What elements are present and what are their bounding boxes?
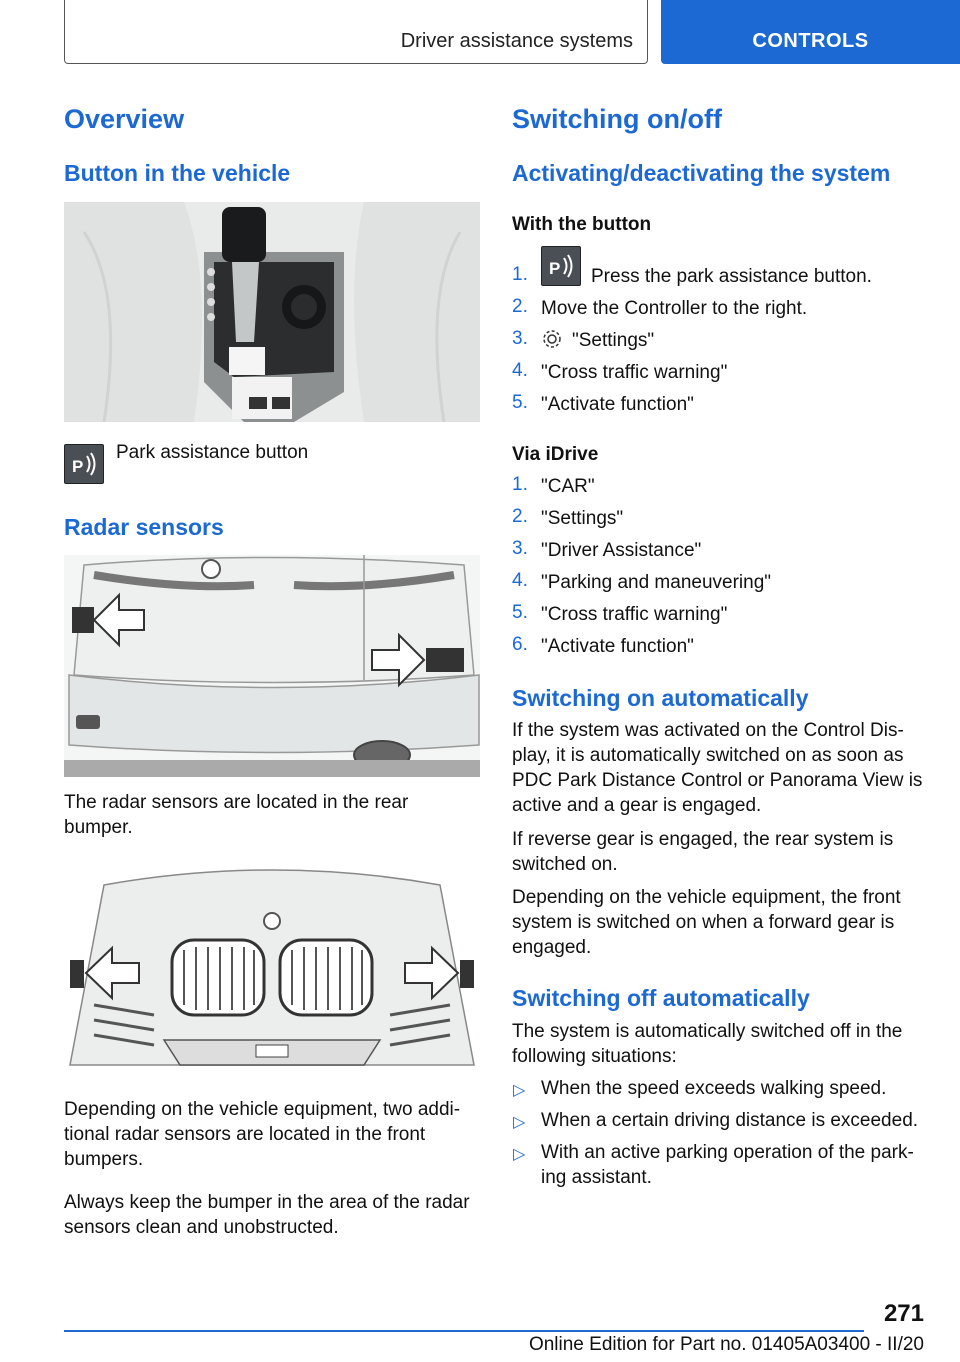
gear-icon <box>541 328 563 355</box>
step-number: 3. <box>512 328 528 349</box>
step-number: 2. <box>512 506 528 527</box>
center-console-image <box>64 202 480 422</box>
step-text: "Activate function" <box>541 394 694 415</box>
svg-text:P: P <box>72 457 84 476</box>
step-text: "Cross traffic warning" <box>541 604 728 625</box>
step-number: 4. <box>512 360 528 381</box>
switching-on-text-3: Depending on the vehicle equipment, the front system is switched on when a forward gear is engaged. <box>512 887 901 958</box>
step-number: 5. <box>512 392 528 413</box>
step-number: 3. <box>512 538 528 559</box>
step-text: "Settings" <box>572 330 655 351</box>
edition-text: Online Edition for Part no. 01405A03400 - II/20 <box>528 1334 924 1355</box>
bullet-triangle-icon: ▷ <box>513 1114 526 1131</box>
switching-off-auto-heading: Switching off automatically <box>512 985 810 1011</box>
step-number: 1. <box>512 474 528 495</box>
with-button-label: With the button <box>512 214 652 235</box>
step-text: Press the park assistance button. <box>591 266 872 287</box>
header-section-box <box>64 0 648 64</box>
step-number: 2. <box>512 296 528 317</box>
switching-on-text-2: If reverse gear is engaged, the rear system is switched on. <box>512 829 894 875</box>
step-number: 6. <box>512 634 528 655</box>
header-chapter-label: CONTROLS <box>752 30 869 52</box>
step-text: "Activate function" <box>541 636 694 657</box>
step-text: "Parking and maneuvering" <box>541 572 772 593</box>
radar-sensors-heading: Radar sensors <box>64 514 224 540</box>
step-number: 1. <box>512 264 528 285</box>
list-item: When a certain driving distance is exceeded. <box>541 1110 919 1131</box>
switching-on-auto-heading: Switching on automatically <box>512 685 809 711</box>
overview-heading: Overview <box>64 104 185 134</box>
park-assistance-caption: Park assistance button <box>116 442 309 463</box>
button-in-vehicle-heading: Button in the vehicle <box>64 160 291 186</box>
radar-sensors-text: The radar sensors are located in the rear bumper. <box>64 792 409 838</box>
park-assistance-icon <box>541 246 581 286</box>
front-bumper-image <box>64 865 480 1083</box>
step-text: "Cross traffic warning" <box>541 362 728 383</box>
list-item: With an active parking operation of the park- ing assistant. <box>541 1142 914 1188</box>
step-number: 5. <box>512 602 528 623</box>
header-chapter-tab[interactable] <box>661 0 960 64</box>
header-section-title: Driver assistance systems <box>400 30 633 52</box>
footer-divider <box>64 1330 864 1332</box>
keep-clean-text: Always keep the bumper in the area of the radar sensors clean and unobstructed. <box>64 1192 470 1238</box>
step-text: "Driver Assistance" <box>541 540 702 561</box>
via-idrive-label: Via iDrive <box>512 444 599 465</box>
svg-text:P: P <box>549 259 561 278</box>
step-text: Move the Controller to the right. <box>541 298 808 319</box>
switching-off-text: The system is automatically switched off in the following situations: <box>512 1021 903 1067</box>
step-text: "CAR" <box>541 476 595 497</box>
step-text: "Settings" <box>541 508 624 529</box>
bullet-triangle-icon: ▷ <box>513 1146 526 1163</box>
park-assistance-icon <box>64 444 104 484</box>
page-number: 271 <box>883 1300 924 1327</box>
rear-bumper-image <box>64 555 480 777</box>
activating-heading: Activating/deactivating the system <box>512 160 891 186</box>
switching-on-text-1: If the system was activated on the Control Dis- play, it is automatically switched on as soon as PDC Park Distance Control or Panorama View is active and a gear is engaged. <box>512 720 923 816</box>
list-item: When the speed exceeds walking speed. <box>541 1078 887 1099</box>
bullet-triangle-icon: ▷ <box>513 1082 526 1099</box>
switching-heading: Switching on/off <box>512 104 722 134</box>
front-radar-text: Depending on the vehicle equipment, two addi- tional radar sensors are located in the front bumpers. <box>64 1099 461 1170</box>
step-number: 4. <box>512 570 528 591</box>
